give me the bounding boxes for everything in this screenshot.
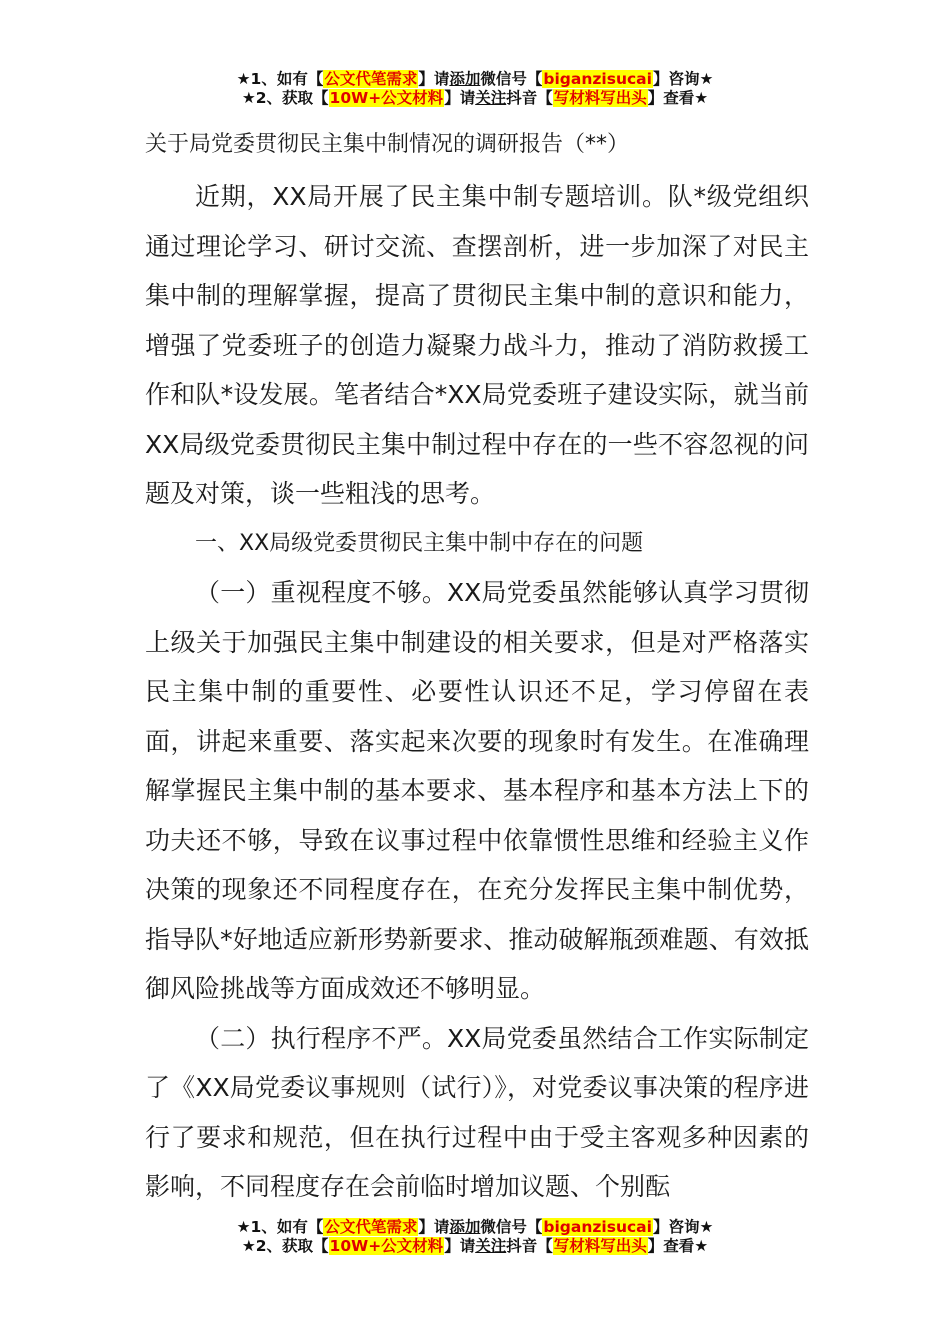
promo-text: 抖音【 — [506, 89, 553, 108]
promo-line-1 — [0, 70, 950, 89]
top-promo-banner — [0, 70, 950, 109]
bottom-promo-banner — [0, 1218, 950, 1257]
promo-line-2 — [0, 1237, 950, 1256]
paragraph-issue-1: （一）重视程度不够。XX局党委虽然能够认真学习贯彻上级关于加强民主集中制建设的相关要求，但是对严格落实民主集中制的重要性、必要性认识还不足，学习停留在表面，讲起来重要、落实起来次要的现象时有发生。在准确理解掌握民主集中制的基本要求、基本程序和基本方法上下的功夫还不够，导致在议事过程中依靠惯性思维和经验主义作决策的现象还不同程度存在，在充分发挥民主集中制优势，指导队*好地适应新形势新要求、推动破解瓶颈难题、有效抵御风险挑战等方面成效还不够明显。 — [145, 578, 809, 1003]
promo-highlight: 10W+公文材料 — [329, 89, 444, 108]
promo-underlined: 关注 — [475, 1237, 507, 1256]
promo-line-1 — [0, 1218, 950, 1237]
promo-underlined: 关注 — [475, 89, 507, 108]
promo-text: 微信号【 — [480, 1218, 543, 1236]
document-title: 关于局党委贯彻民主集中制情况的调研报告（**） — [145, 132, 630, 157]
promo-text: ★2、获取【 — [241, 89, 329, 108]
promo-text: 】请 — [444, 89, 476, 108]
promo-highlight: 公文代笔需求 — [324, 70, 418, 88]
section-heading: 一、XX局级党委贯彻民主集中制中存在的问题 — [195, 530, 644, 556]
promo-text: ★1、如有【 — [236, 70, 324, 88]
promo-text: 】查看★ — [647, 1237, 709, 1256]
promo-text: 】请 — [418, 70, 450, 88]
promo-text: 】请 — [444, 1237, 476, 1256]
promo-highlight: 写材料写出头 — [553, 1237, 647, 1256]
promo-text: ★2、获取【 — [241, 1237, 329, 1256]
paragraph-intro: 近期，XX局开展了民主集中制专题培训。队*级党组织通过理论学习、研讨交流、查摆剖析，进一步加深了对民主集中制的理解掌握，提高了贯彻民主集中制的意识和能力，增强了党委班子的创造力凝聚力战斗力，推动了消防救援工作和队*设发展。笔者结合*XX局党委班子建设实际，就当前XX局级党委贯彻民主集中制过程中存在的一些不容忽视的问题及对策，谈一些粗浅的思考。 — [145, 182, 809, 508]
promo-text: 】请 — [418, 1218, 450, 1236]
paragraph-issue-2: （二）执行程序不严。XX局党委虽然结合工作实际制定了《XX局党委议事规则（试行）》，对党委议事决策的程序进行了要求和规范，但在执行过程中由于受主客观多种因素的影响，不同程度存在会前临时增加议题、个别酝 — [145, 1023, 809, 1201]
promo-text: 微信号【 — [480, 70, 543, 88]
promo-text: ★1、如有【 — [236, 1218, 324, 1236]
promo-highlight: 公文代笔需求 — [324, 1218, 418, 1236]
promo-underlined: 添加 — [449, 1218, 481, 1236]
promo-text: 抖音【 — [506, 1237, 553, 1256]
promo-underlined: 添加 — [449, 70, 481, 88]
document-body — [145, 172, 809, 1212]
promo-text: 】咨询★ — [652, 70, 714, 88]
promo-highlight: 10W+公文材料 — [329, 1237, 444, 1256]
promo-text: 】咨询★ — [652, 1218, 714, 1236]
promo-highlight: biganzisucai — [543, 1218, 652, 1236]
promo-text: 】查看★ — [647, 89, 709, 108]
promo-line-2 — [0, 89, 950, 108]
promo-highlight: biganzisucai — [543, 70, 652, 88]
promo-highlight: 写材料写出头 — [553, 89, 647, 108]
